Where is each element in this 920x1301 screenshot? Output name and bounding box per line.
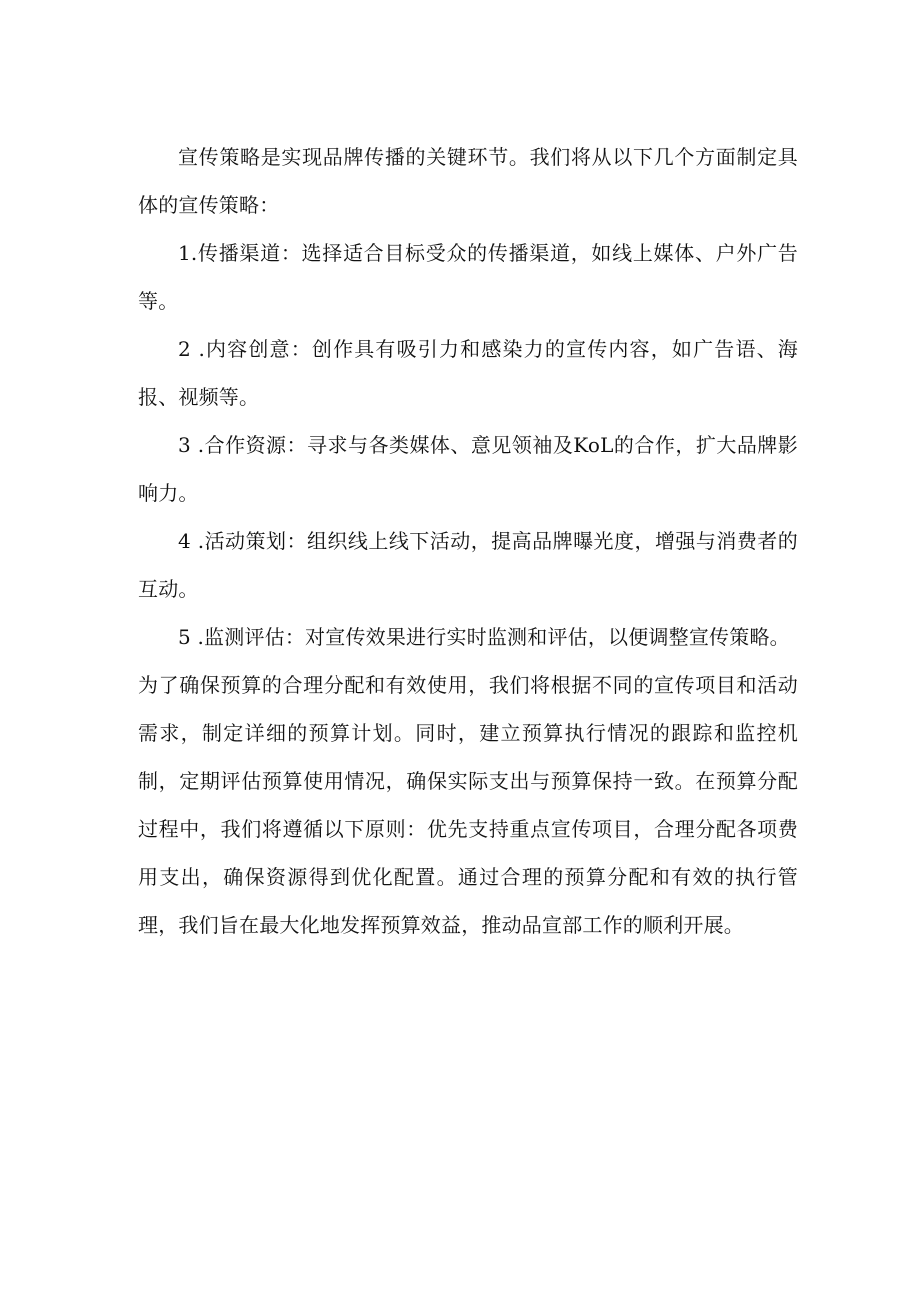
list-item-text: 合作资源：寻求与各类媒体、意见领袖及KoL的合作，扩大品牌影响力。 <box>138 433 798 505</box>
list-item-number: 3 . <box>178 433 205 457</box>
list-item <box>138 517 798 613</box>
list-item <box>138 229 798 325</box>
list-item-number: 2 . <box>178 337 206 361</box>
intro-paragraph: 宣传策略是实现品牌传播的关键环节。我们将从以下几个方面制定具体的宣传策略： <box>138 145 798 217</box>
list-item-text: 监测评估：对宣传效果进行实时监测和评估，以便调整宣传策略。 <box>204 625 790 649</box>
list-item-number: 4 . <box>178 529 205 553</box>
list-item <box>138 421 798 517</box>
list-item <box>138 325 798 421</box>
list-item-text: 内容创意：创作具有吸引力和感染力的宣传内容，如广告语、海报、视频等。 <box>138 337 798 409</box>
budget-paragraph: 为了确保预算的合理分配和有效使用，我们将根据不同的宣传项目和活动需求，制定详细的预算计划。同时，建立预算执行情况的跟踪和监控机制，定期评估预算使用情况，确保实际支出与预算保持一致。在预算分配过程中，我们将遵循以下原则：优先支持重点宣传项目，合理分配各项费用支出，确保资源得到优化配置。通过合理的预算分配和有效的执行管理，我们旨在最大化地发挥预算效益，推动品宣部工作的顺利开展。 <box>138 673 798 937</box>
document-body <box>138 133 798 949</box>
list-item-number: 5 . <box>178 625 205 649</box>
list-item-text: 活动策划：组织线上线下活动，提高品牌曝光度，增强与消费者的互动。 <box>138 529 798 601</box>
list-item <box>138 613 798 949</box>
list-item-number: 1. <box>178 241 198 265</box>
list-item-text: 传播渠道：选择适合目标受众的传播渠道，如线上媒体、户外广告等。 <box>138 241 798 313</box>
